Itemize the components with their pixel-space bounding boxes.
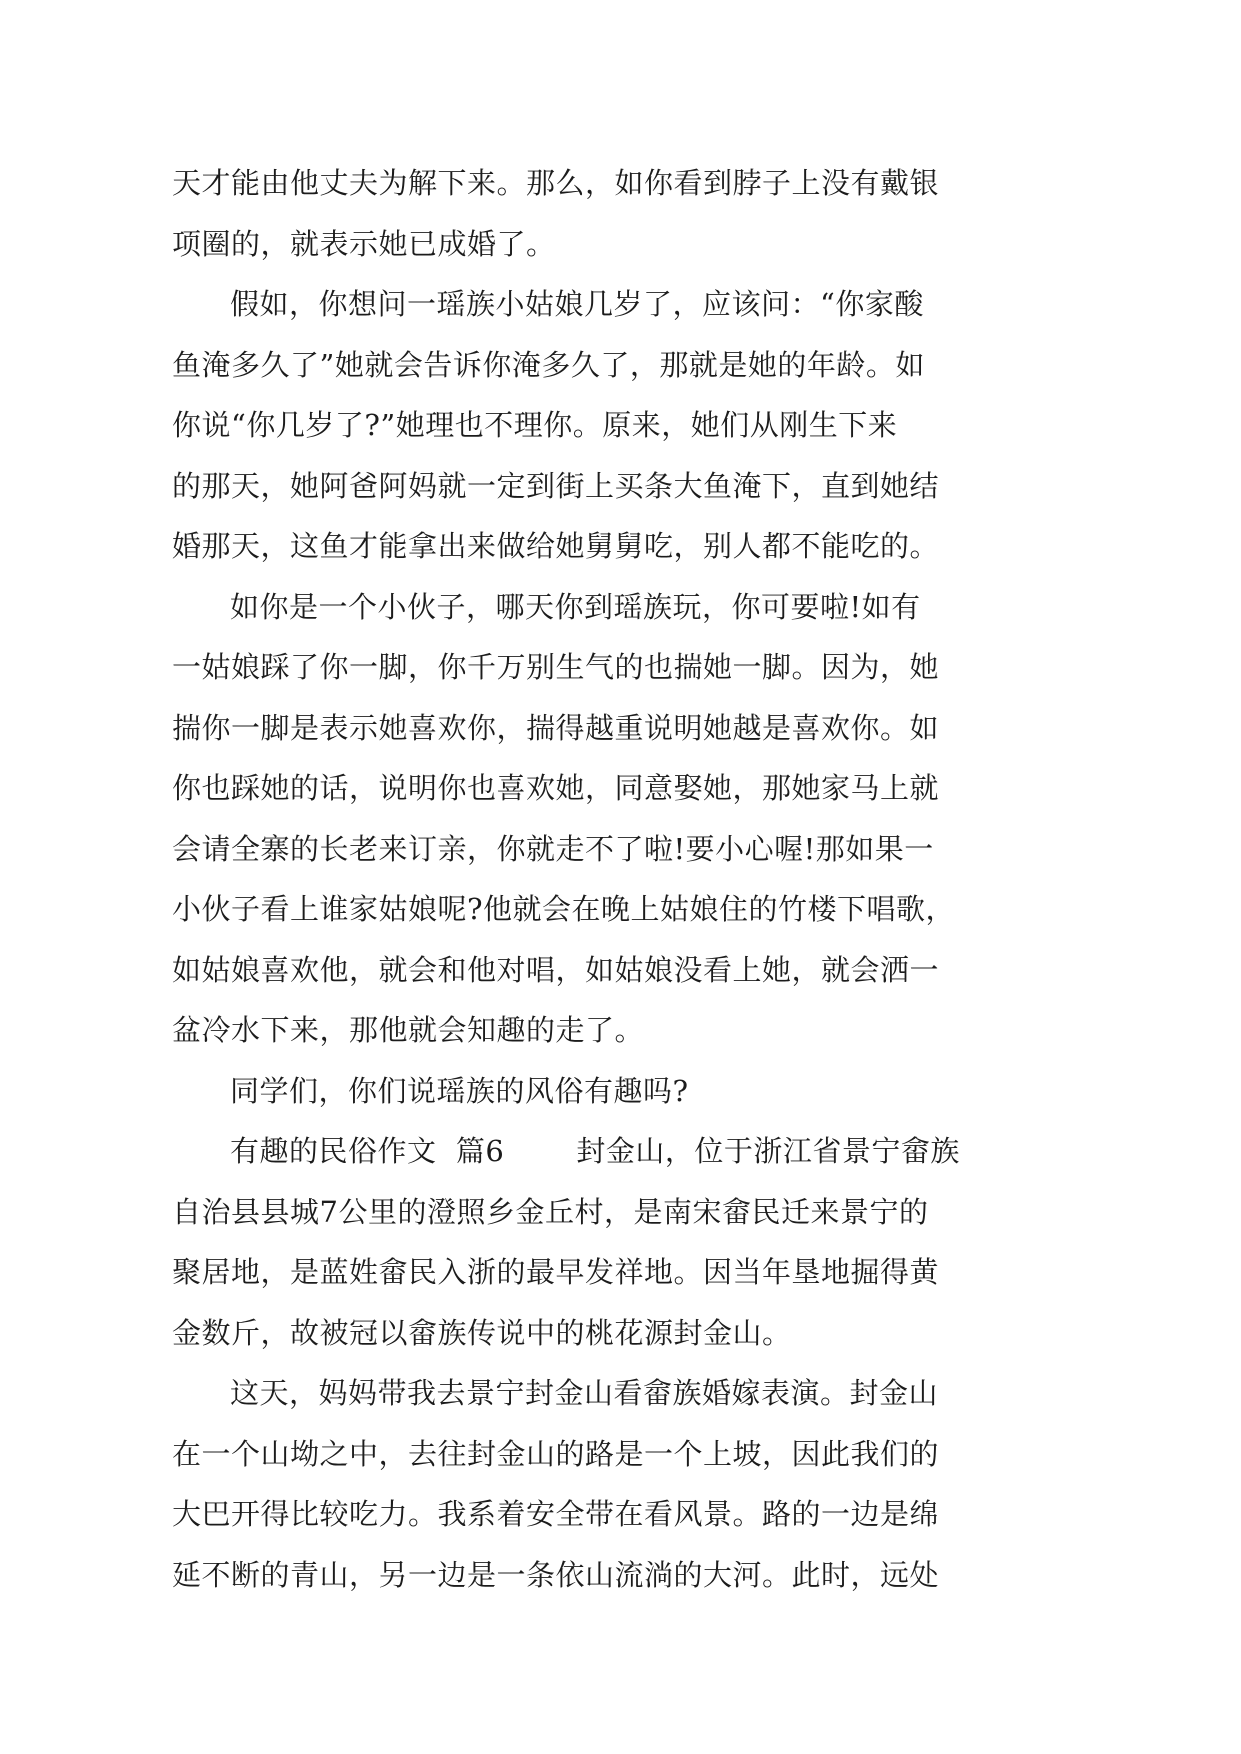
text-line: 如你是一个小伙子，哪天你到瑶族玩，你可要啦!如有 <box>230 589 921 624</box>
text-line: 如姑娘喜欢他，就会和他对唱，如姑娘没看上她，就会洒一 <box>172 952 940 987</box>
text-line: 同学们，你们说瑶族的风俗有趣吗? <box>230 1073 689 1108</box>
text-line: 天才能由他丈夫为解下来。那么，如你看到脖子上没有戴银 <box>172 166 940 200</box>
section-first-line <box>172 1121 1032 1182</box>
text-line: 聚居地，是蓝姓畲民入浙的最早发祥地。因当年垦地掘得黄 <box>172 1255 940 1289</box>
text-line: 自治县县城7公里的澄照乡金丘村，是南宋畲民迁来景宁的 <box>172 1194 929 1229</box>
paragraph <box>172 274 1032 577</box>
text-line: 一姑娘踩了你一脚，你千万别生气的也揣她一脚。因为，她 <box>172 650 940 684</box>
text-line: 这天，妈妈带我去景宁封金山看畲族婚嫁表演。封金山 <box>230 1376 939 1410</box>
paragraph <box>172 577 1032 1061</box>
text-line: 项圈的，就表示她已成婚了。 <box>172 226 556 261</box>
text-line: 在一个山坳之中，去往封金山的路是一个上坡，因此我们的 <box>172 1436 940 1471</box>
text-line: 大巴开得比较吃力。我系着安全带在看风景。路的一边是绵 <box>172 1497 940 1531</box>
section <box>172 1121 1032 1363</box>
text-line: 鱼淹多久了”她就会告诉你淹多久了，那就是她的年龄。如 <box>172 347 925 382</box>
text-line: 的那天，她阿爸阿妈就一定到街上买条大鱼淹下，直到她结 <box>172 468 940 503</box>
paragraph <box>172 153 1032 274</box>
section-heading: 有趣的民俗作文 篇6 <box>230 1134 505 1168</box>
text-line: 你说“你几岁了?”她理也不理你。原来，她们从刚生下来 <box>172 408 898 442</box>
paragraph <box>172 1363 1032 1605</box>
text-line: 小伙子看上谁家姑娘呢?他就会在晚上姑娘住的竹楼下唱歌， <box>172 892 956 926</box>
text-line: 揣你一脚是表示她喜欢你，揣得越重说明她越是喜欢你。如 <box>172 710 940 745</box>
text-line: 婚那天，这鱼才能拿出来做给她舅舅吃，别人都不能吃的。 <box>172 529 940 563</box>
text-line: 金数斤，故被冠以畲族传说中的桃花源封金山。 <box>172 1315 792 1350</box>
document-body <box>172 153 1032 1605</box>
text-line: 你也踩她的话，说明你也喜欢她，同意娶她，那她家马上就 <box>172 771 940 805</box>
text-span: 封金山，位于浙江省景宁畲族 <box>576 1134 960 1168</box>
text-line: 假如，你想问一瑶族小姑娘几岁了，应该问：“你家酸 <box>230 287 924 321</box>
paragraph <box>172 1061 1032 1122</box>
text-line: 会请全寨的长老来订亲，你就走不了啦!要小心喔!那如果一 <box>172 831 934 866</box>
text-line: 盆冷水下来，那他就会知趣的走了。 <box>172 1013 645 1047</box>
text-line: 延不断的青山，另一边是一条依山流淌的大河。此时，远处 <box>172 1557 940 1592</box>
